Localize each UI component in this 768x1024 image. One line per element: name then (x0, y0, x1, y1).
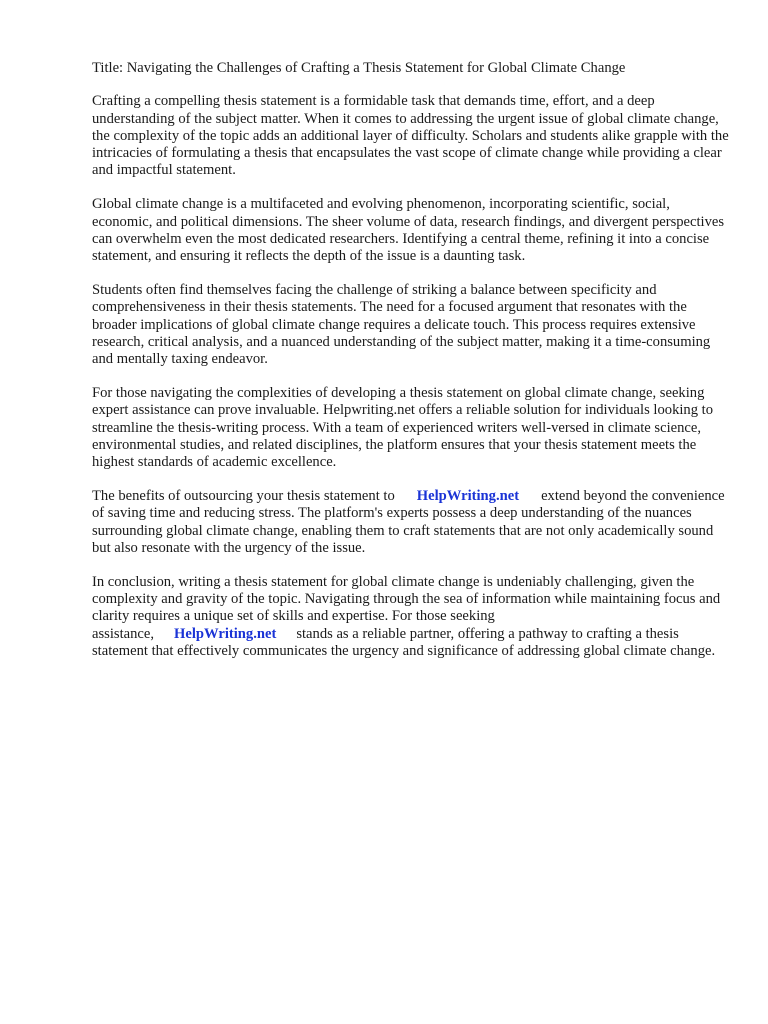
conclusion-text-after: stands as a reliable partner, offering a pathway to crafting a thesis statement that effectively communicates the urgency and significance of addressing global climate change. (92, 625, 716, 659)
benefits-text-after: extend beyond the convenience of saving time and reducing stress. The platform's experts possess a deep understanding of the nuances surrounding global climate change, enabling them to craft statements that are not only academically sound but also resonate with the urgency of the issue. (92, 487, 725, 556)
paragraph-assistance: For those navigating the complexities of developing a thesis statement on global climate change, seeking expert assistance can prove invaluable. Helpwriting.net offers a reliable solution for individuals looking to streamline the thesis-writing process. With a team of experienced writers well-versed in climate science, environmental studies, and related disciplines, the platform ensures that your thesis statement meets the highest standards of academic excellence. (92, 384, 714, 471)
paragraph-intro: Crafting a compelling thesis statement is a formidable task that demands time, effort, and a deep understanding of the subject matter. When it comes to addressing the urgent issue of global climate change, the complexity of the topic adds an additional layer of difficulty. Scholars and students alike grapple with the intricacies of formulating a thesis that encapsulates the vast scope of climate change while providing a clear and impactful statement. (92, 93, 729, 179)
paragraph-balance: Students often find themselves facing the challenge of striking a balance between specificity and comprehensiveness in their thesis statements. The need for a focused argument that resonates with the broader implications of global climate change requires a delicate touch. This process requires extensive research, critical analysis, and a nuanced understanding of the subject matter, making it a time-consuming and mentally taxing endeavor. (92, 281, 711, 368)
paragraph-benefits (92, 488, 732, 557)
document-body (92, 60, 732, 677)
paragraph-conclusion (92, 574, 732, 660)
benefits-text-before: The benefits of outsourcing your thesis statement to (92, 487, 395, 504)
helpwriting-link-conclusion[interactable]: HelpWriting.net (174, 625, 277, 642)
helpwriting-link[interactable]: HelpWriting.net (416, 487, 520, 504)
document-title: Title: Navigating the Challenges of Crafting a Thesis Statement for Global Climate Change (92, 60, 626, 76)
paragraph-complexity: Global climate change is a multifaceted and evolving phenomenon, incorporating scientific, social, economic, and political dimensions. The sheer volume of data, research findings, and divergent perspectives can overwhelm even the most dedicated researchers. Identifying a central theme, refining it into a concise statement, and ensuring it reflects the depth of the issue is a daunting task. (92, 196, 725, 265)
conclusion-text-before: In conclusion, writing a thesis statement for global climate change is undeniably challenging, given the complexity and gravity of the topic. Navigating through the sea of information while maintaining focus and clarity requires a unique set of skills and expertise. For those seeking assistance, (92, 573, 721, 642)
